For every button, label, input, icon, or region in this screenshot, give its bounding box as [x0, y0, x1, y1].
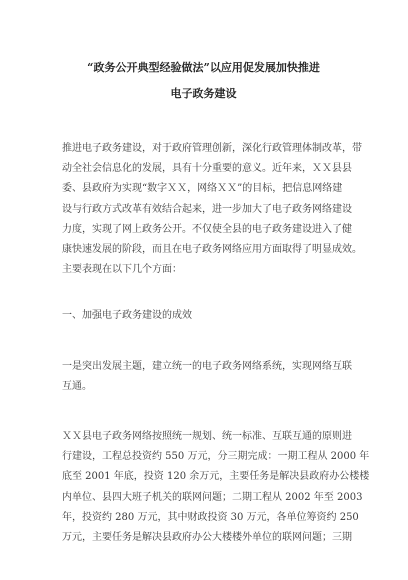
intro-line: 主要表现在以下几个方面： — [62, 264, 182, 276]
document-title-line-1: “政务公开典型经验做法”以应用促发展加快推进 — [87, 61, 320, 74]
summary-paragraph — [62, 357, 352, 397]
summary-line: 一是突出发展主题，建立统一的电子政务网络系统，实现网络互联 — [62, 360, 352, 372]
intro-line: 康快速发展的阶段，而且在电子政务网络应用方面取得了明显成效。 — [62, 244, 362, 256]
intro-line: 推进电子政务建设，对于政府管理创新，深化行政管理体制改革，带 — [62, 143, 362, 154]
detail-line: ＸＸ县电子政务网络按照统一规划、统一标准、互联互通的原则进 — [62, 431, 352, 443]
summary-line: 互通。 — [62, 380, 92, 392]
detail-line: 年，投资约 280 万元，其中财政投资 30 万元，各单位筹资约 250 — [62, 511, 359, 523]
detail-line: 内单位、县四大班子机关的联网问题；二期工程从 2002 年至 2003 — [62, 491, 363, 503]
detail-line: 底至 2001 年底，投资 120 余万元，主要任务是解决县政府办公楼楼 — [62, 471, 370, 483]
intro-line: 动全社会信息化的发展，具有十分重要的意义。近年来，ＸＸ县县 — [62, 163, 352, 175]
document-title-line-2: 电子政务建设 — [170, 87, 237, 100]
intro-line: 力度，实现了网上政务公开。不仅使全县的电子政务建设进入了健 — [62, 223, 352, 235]
detail-line: 万元，主要任务是解决县政府办公大楼楼外单位的联网问题；三期 — [62, 532, 352, 544]
detail-paragraph — [62, 427, 370, 548]
section-heading: 一、加强电子政务建设的成效 — [62, 310, 192, 322]
intro-paragraph — [62, 139, 362, 280]
detail-line: 行建设，工程总投资约 550 万元，分三期完成：一期工程从 2000 年 — [62, 451, 370, 463]
intro-line: 设与行政方式改革有效结合起来，进一步加大了电子政务网络建设 — [62, 203, 352, 215]
intro-line: 委、县政府为实现“数字ＸＸ，网络ＸＸ”的目标，把信息网络建 — [62, 183, 343, 195]
